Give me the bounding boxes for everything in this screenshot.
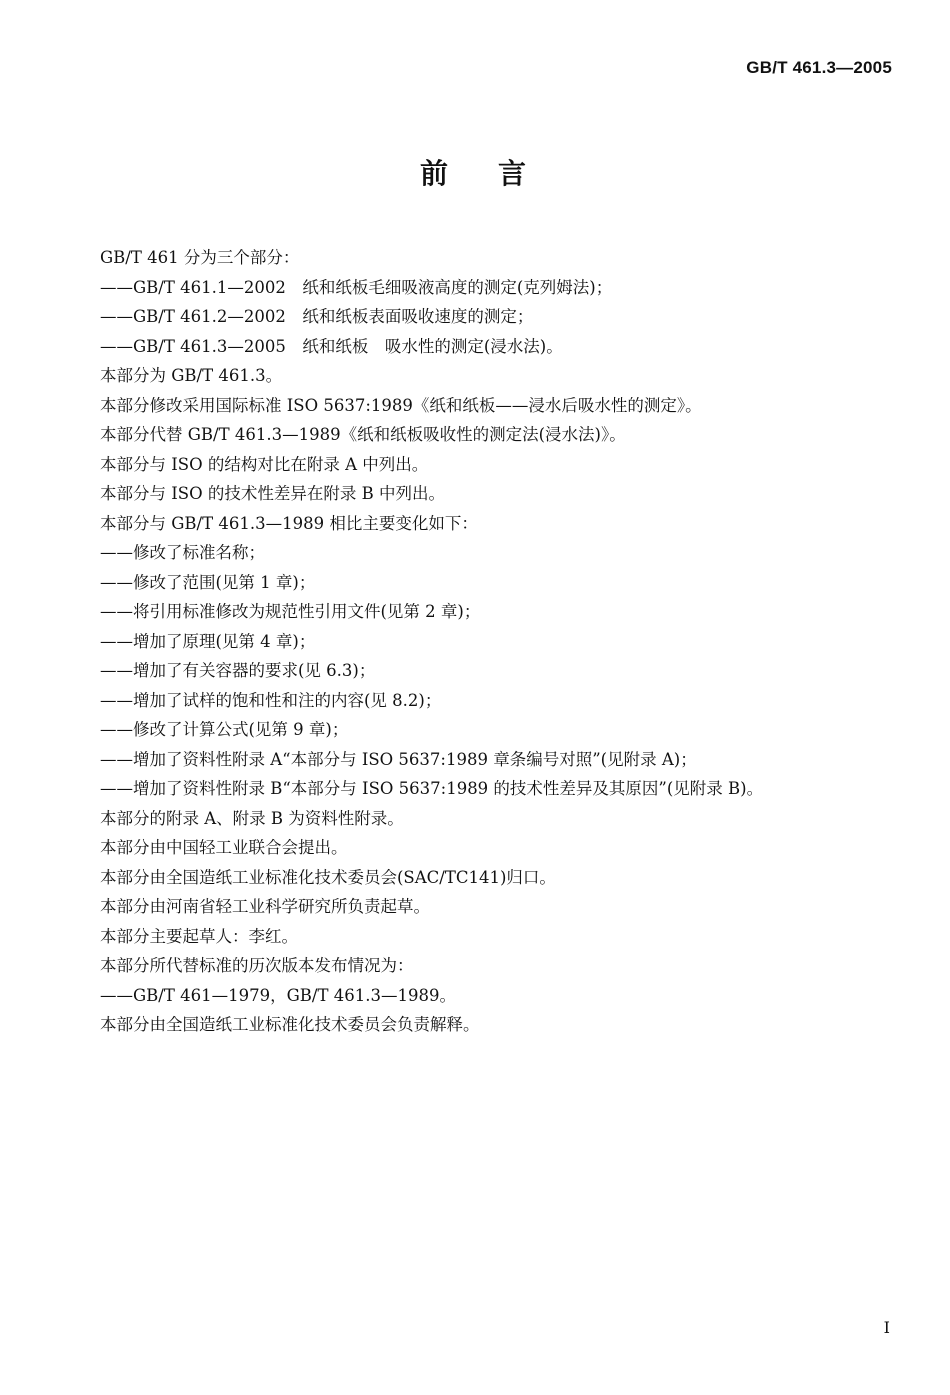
foreword-body xyxy=(100,243,880,1040)
text-line: 本部分的附录 A、附录 B 为资料性附录。 xyxy=(100,808,404,828)
text-line: GB/T 461 分为三个部分： xyxy=(100,248,300,267)
text-line: ——GB/T 461.3—2005 纸和纸板 吸水性的测定(浸水法)。 xyxy=(100,336,563,356)
page-number: I xyxy=(883,1318,890,1337)
text-line: 本部分与 GB/T 461.3—1989 相比主要变化如下： xyxy=(100,513,478,533)
text-line: 本部分所代替标准的历次版本发布情况为： xyxy=(100,956,414,975)
text-line: 本部分由中国轻工业联合会提出。 xyxy=(100,838,348,857)
text-line: ——GB/T 461—1979，GB/T 461.3—1989。 xyxy=(100,985,456,1005)
standard-code-header: GB/T 461.3—2005 xyxy=(746,58,892,77)
title-char-1: 前 xyxy=(419,157,452,190)
text-line: 本部分修改采用国际标准 ISO 5637:1989《纸和纸板——浸水后吸水性的测定》。 xyxy=(100,395,702,415)
text-line: 本部分由全国造纸工业标准化技术委员会负责解释。 xyxy=(100,1015,480,1034)
text-line: ——增加了资料性附录 B“本部分与 ISO 5637:1989 的技术性差异及其原因”(见附录 B)。 xyxy=(100,779,764,798)
text-line: 本部分代替 GB/T 461.3—1989《纸和纸板吸收性的测定法(浸水法)》。 xyxy=(100,425,626,444)
text-line: ——增加了有关容器的要求(见 6.3)； xyxy=(100,661,376,680)
text-line: 本部分由河南省轻工业科学研究所负责起草。 xyxy=(100,897,430,916)
text-line: ——增加了试样的饱和性和注的内容(见 8.2)； xyxy=(100,690,442,710)
text-line: ——增加了资料性附录 A“本部分与 ISO 5637:1989 章条编号对照”(见附录 A)； xyxy=(100,749,697,769)
text-line: ——修改了计算公式(见第 9 章)； xyxy=(100,720,349,739)
text-line: ——GB/T 461.1—2002 纸和纸板毛细吸液高度的测定(克列姆法)； xyxy=(100,277,613,297)
text-line: 本部分与 ISO 的结构对比在附录 A 中列出。 xyxy=(100,454,429,474)
text-line: 本部分为 GB/T 461.3。 xyxy=(100,366,283,385)
text-line: ——将引用标准修改为规范性引用文件(见第 2 章)； xyxy=(100,602,481,621)
text-line: 本部分由全国造纸工业标准化技术委员会(SAC/TC141)归口。 xyxy=(100,867,556,887)
text-line: 本部分主要起草人：李红。 xyxy=(100,926,298,946)
page-title xyxy=(0,152,950,192)
text-line: ——增加了原理(见第 4 章)； xyxy=(100,631,316,651)
text-line: ——GB/T 461.2—2002 纸和纸板表面吸收速度的测定； xyxy=(100,307,534,326)
text-line: ——修改了范围(见第 1 章)； xyxy=(100,572,316,592)
title-char-2: 言 xyxy=(498,157,531,190)
text-line: 本部分与 ISO 的技术性差异在附录 B 中列出。 xyxy=(100,484,445,503)
text-line: ——修改了标准名称； xyxy=(100,543,265,562)
